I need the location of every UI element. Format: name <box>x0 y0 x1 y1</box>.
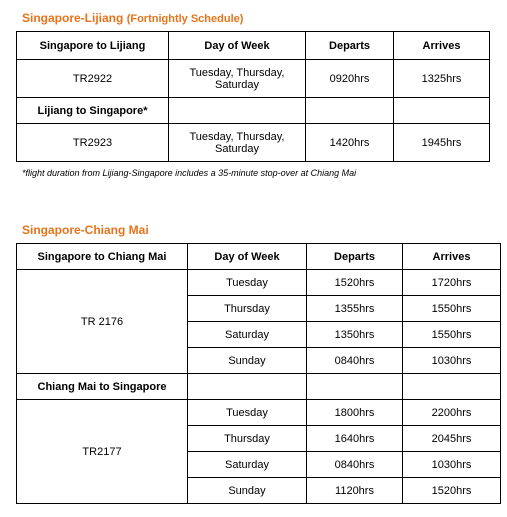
chiangmai-schedule-table <box>16 243 501 504</box>
flight-number: TR2923 <box>17 124 169 162</box>
departs-header: Departs <box>306 32 394 60</box>
table-header-row <box>17 32 490 60</box>
arrival-time: 1325hrs <box>394 60 490 98</box>
return-route-header: Chiang Mai to Singapore <box>17 374 188 400</box>
arrives-header: Arrives <box>394 32 490 60</box>
arrival-time: 2200hrs <box>403 400 501 426</box>
arrival-time: 1945hrs <box>394 124 490 162</box>
days-of-week: Thursday <box>188 296 307 322</box>
arrival-time: 1720hrs <box>403 270 501 296</box>
departure-time: 1640hrs <box>307 426 403 452</box>
empty-cell <box>306 98 394 124</box>
arrival-time: 1030hrs <box>403 452 501 478</box>
days-of-week: Tuesday <box>188 270 307 296</box>
flight-number: TR2922 <box>17 60 169 98</box>
empty-cell <box>169 98 306 124</box>
arrival-time: 1550hrs <box>403 322 501 348</box>
table-header-row <box>17 244 501 270</box>
departure-time: 1355hrs <box>307 296 403 322</box>
departure-time: 0840hrs <box>307 452 403 478</box>
route-header: Singapore to Lijiang <box>17 32 169 60</box>
arrival-time: 1030hrs <box>403 348 501 374</box>
arrives-header: Arrives <box>403 244 501 270</box>
table-row <box>17 270 501 296</box>
departure-time: 0920hrs <box>306 60 394 98</box>
lijiang-subtitle: (Fortnightly Schedule) <box>126 13 244 25</box>
days-of-week: Sunday <box>188 348 307 374</box>
chiangmai-section-title <box>22 223 149 237</box>
empty-cell <box>188 374 307 400</box>
return-header-row <box>17 98 490 124</box>
chiangmai-title: Singapore-Chiang Mai <box>22 223 149 237</box>
arrival-time: 2045hrs <box>403 426 501 452</box>
departure-time: 0840hrs <box>307 348 403 374</box>
empty-cell <box>403 374 501 400</box>
stopover-footnote: *flight duration from Lijiang-Singapore includes a 35-minute stop-over at Chiang Mai <box>22 168 357 178</box>
day-header: Day of Week <box>188 244 307 270</box>
empty-cell <box>307 374 403 400</box>
day-header: Day of Week <box>169 32 306 60</box>
days-of-week: Saturday <box>188 452 307 478</box>
departure-time: 1800hrs <box>307 400 403 426</box>
empty-cell <box>394 98 490 124</box>
days-of-week: Saturday <box>188 322 307 348</box>
days-of-week: Thursday <box>188 426 307 452</box>
departure-time: 1350hrs <box>307 322 403 348</box>
table-row <box>17 400 501 426</box>
table-row <box>17 60 490 98</box>
departure-time: 1520hrs <box>307 270 403 296</box>
lijiang-title: Singapore-Lijiang <box>22 11 124 25</box>
days-of-week: Tuesday <box>188 400 307 426</box>
flight-number: TR 2176 <box>17 270 188 374</box>
days-of-week: Tuesday, Thursday, Saturday <box>169 124 306 162</box>
table-row <box>17 124 490 162</box>
lijiang-section-title <box>22 11 243 25</box>
arrival-time: 1520hrs <box>403 478 501 504</box>
departs-header: Departs <box>307 244 403 270</box>
arrival-time: 1550hrs <box>403 296 501 322</box>
route-header: Singapore to Chiang Mai <box>17 244 188 270</box>
flight-number: TR2177 <box>17 400 188 504</box>
return-header-row <box>17 374 501 400</box>
return-route-header: Lijiang to Singapore* <box>17 98 169 124</box>
departure-time: 1420hrs <box>306 124 394 162</box>
days-of-week: Sunday <box>188 478 307 504</box>
departure-time: 1120hrs <box>307 478 403 504</box>
lijiang-schedule-table <box>16 31 490 162</box>
days-of-week: Tuesday, Thursday, Saturday <box>169 60 306 98</box>
